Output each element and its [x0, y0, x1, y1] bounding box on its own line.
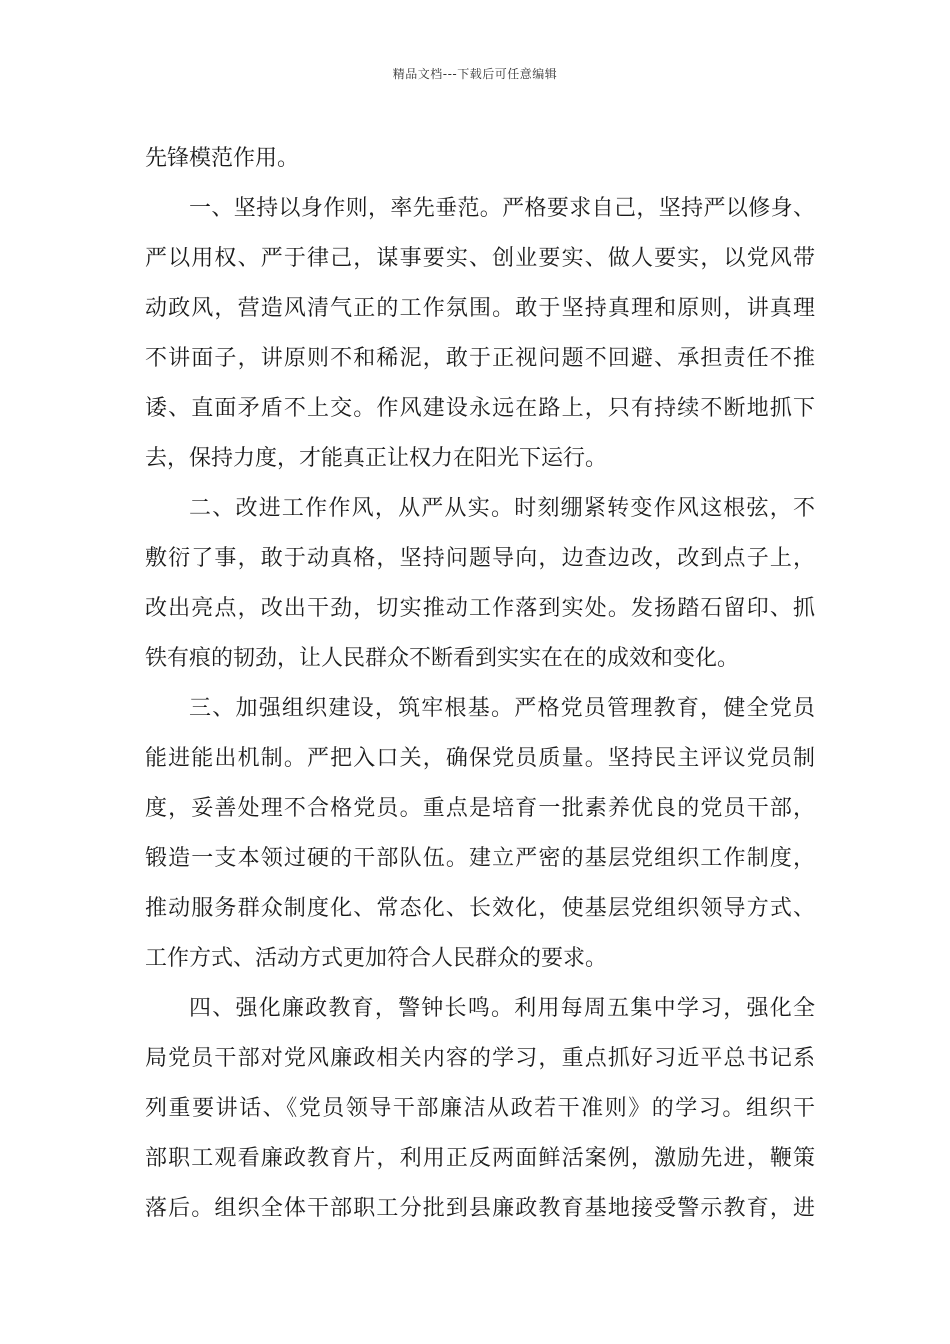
text-line: 四、强化廉政教育，警钟长鸣。利用每周五集中学习，强化全	[189, 996, 815, 1021]
page-header: 精品文档---下载后可任意编辑	[392, 67, 558, 81]
text-line: 部职工观看廉政教育片，利用正反两面鲜活案例，激励先进，鞭策	[145, 1146, 815, 1171]
text-line: 不讲面子，讲原则不和稀泥，敢于正视问题不回避、承担责任不推	[145, 346, 815, 371]
text-line: 二、改进工作作风，从严从实。时刻绷紧转变作风这根弦，不	[189, 496, 815, 521]
text-line: 度，妥善处理不合格党员。重点是培育一批素养优良的党员干部，	[145, 796, 815, 821]
text-line: 诿、直面矛盾不上交。作风建设永远在路上，只有持续不断地抓下	[145, 396, 815, 421]
text-line: 一、坚持以身作则，率先垂范。严格要求自己，坚持严以修身、	[189, 196, 815, 221]
text-line: 三、加强组织建设，筑牢根基。严格党员管理教育，健全党员	[189, 696, 815, 721]
text-line: 动政风，营造风清气正的工作氛围。敢于坚持真理和原则，讲真理	[145, 296, 815, 321]
text-line: 列重要讲话、《党员领导干部廉洁从政若干准则》的学习。组织干	[145, 1096, 815, 1121]
text-line: 严以用权、严于律己，谋事要实、创业要实、做人要实，以党风带	[145, 246, 815, 271]
text-line: 能进能出机制。严把入口关，确保党员质量。坚持民主评议党员制	[145, 746, 815, 771]
document-body	[145, 134, 815, 1234]
text-line: 改出亮点，改出干劲，切实推动工作落到实处。发扬踏石留印、抓	[145, 596, 815, 621]
text-line: 局党员干部对党风廉政相关内容的学习，重点抓好习近平总书记系	[145, 1046, 815, 1071]
text-line: 工作方式、活动方式更加符合人民群众的要求。	[145, 946, 608, 971]
text-line: 先锋模范作用。	[145, 146, 300, 171]
text-line: 去，保持力度，才能真正让权力在阳光下运行。	[145, 446, 608, 471]
text-line: 落后。组织全体干部职工分批到县廉政教育基地接受警示教育，进	[145, 1196, 815, 1221]
text-line: 推动服务群众制度化、常态化、长效化，使基层党组织领导方式、	[145, 896, 815, 921]
text-line: 铁有痕的韧劲，让人民群众不断看到实实在在的成效和变化。	[145, 646, 740, 671]
text-line: 锻造一支本领过硬的干部队伍。建立严密的基层党组织工作制度，	[145, 846, 815, 871]
text-line: 敷衍了事，敢于动真格，坚持问题导向，边查边改，改到点子上，	[145, 546, 815, 571]
